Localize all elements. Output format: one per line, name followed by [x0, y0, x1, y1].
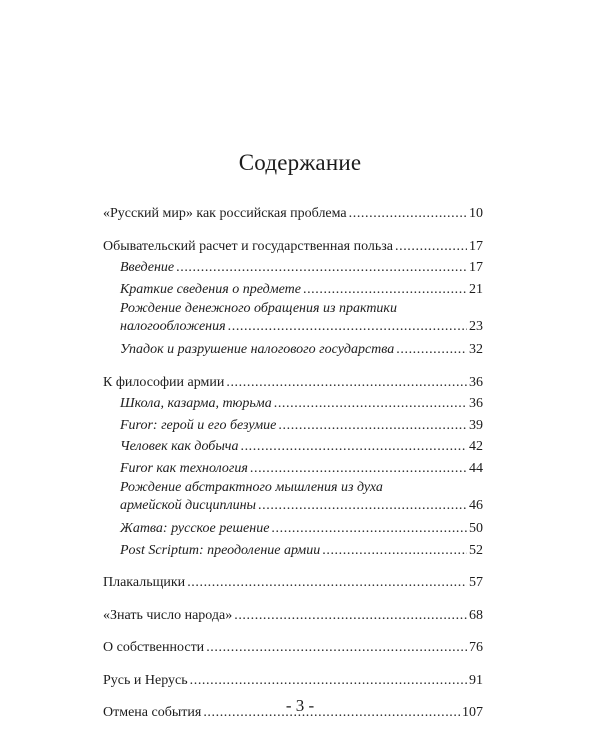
- toc-entry-title: Плакальщики: [103, 575, 186, 590]
- toc-entry-title: К философии армии: [103, 374, 225, 390]
- toc-subentry-page: 32: [469, 342, 483, 357]
- toc-entry[interactable]: [103, 637, 483, 659]
- toc-subentry[interactable]: [103, 393, 483, 415]
- toc-subentry[interactable]: [103, 436, 483, 458]
- toc-entry-page: 57: [469, 575, 483, 590]
- dot-leader: [396, 339, 467, 361]
- toc-entry[interactable]: [103, 372, 483, 394]
- toc-entry-page: 91: [469, 672, 483, 688]
- page-number: - 3 -: [285, 696, 315, 715]
- toc-entry-title: «Русский мир» как российская проблема: [103, 206, 347, 221]
- toc-subentry-page: 17: [469, 260, 483, 275]
- dot-leader: [206, 637, 467, 659]
- toc-entry[interactable]: [103, 605, 483, 627]
- toc-section-tax-state: [103, 236, 483, 361]
- toc-entry[interactable]: [103, 670, 483, 692]
- dot-leader: [176, 257, 467, 279]
- dot-leader: [271, 518, 467, 540]
- dot-leader: [250, 458, 467, 480]
- table-of-contents: [103, 203, 483, 735]
- toc-subentry[interactable]: [103, 540, 483, 562]
- toc-subentry-title-line1: Рождение денежного обращения из практики: [120, 301, 397, 316]
- dot-leader: [234, 605, 467, 627]
- page-title: Содержание: [238, 150, 362, 175]
- toc-entry-page: 107: [462, 705, 483, 720]
- toc-subentry[interactable]: [103, 339, 483, 361]
- toc-entry[interactable]: [103, 236, 483, 258]
- toc-subentry[interactable]: [103, 300, 483, 336]
- dot-leader: [190, 670, 467, 692]
- toc-section-mourners: [103, 572, 483, 594]
- toc-entry-page: 68: [469, 607, 483, 623]
- toc-subentry-title: Post Scriptum: преодоление армии: [120, 542, 321, 558]
- dot-leader: [274, 393, 467, 415]
- dot-leader: [240, 436, 467, 458]
- toc-section-know-people: [103, 605, 483, 627]
- dot-leader: [226, 372, 467, 394]
- toc-subentry-title: Furor: герой и его безумие: [120, 417, 277, 433]
- toc-subentry[interactable]: [103, 415, 483, 437]
- toc-entry-page: 10: [469, 206, 483, 221]
- toc-subentry-title-line1: Рождение абстрактного мышления из духа: [120, 480, 383, 495]
- toc-subentry-page: 46: [469, 498, 483, 513]
- dot-leader: [395, 236, 467, 258]
- toc-subentry-page: 50: [469, 521, 483, 536]
- toc-entry-title: Отмена события: [103, 705, 202, 720]
- toc-entry-title: Обывательский расчет и государственная польза: [103, 238, 393, 254]
- toc-subentry-title: Упадок и разрушение налогового государства: [120, 342, 395, 357]
- toc-subentry-page: 36: [469, 396, 483, 411]
- toc-subentry[interactable]: [103, 279, 483, 301]
- toc-subentry-title: Жатва: русское решение: [120, 521, 270, 536]
- toc-subentry-page: 39: [469, 417, 483, 433]
- toc-subentry-page: 52: [469, 542, 483, 558]
- toc-subentry-title-line2: армейской дисциплины: [120, 498, 257, 513]
- toc-subentry-title-line2: налогообложения: [120, 319, 226, 334]
- toc-subentry-page: 21: [469, 281, 483, 297]
- toc-section-army-philosophy: [103, 372, 483, 562]
- toc-entry[interactable]: [103, 203, 483, 225]
- toc-subentry-page: 44: [469, 460, 483, 476]
- toc-subentry-page: 23: [469, 319, 483, 334]
- dot-leader: [228, 318, 467, 336]
- dot-leader: [187, 572, 467, 594]
- toc-section-property: [103, 637, 483, 659]
- dot-leader: [349, 203, 467, 225]
- toc-section-rus: [103, 670, 483, 692]
- toc-entry-page: 76: [469, 640, 483, 655]
- toc-subentry-title: Введение: [120, 260, 175, 275]
- toc-section-russian-world: [103, 203, 483, 225]
- toc-entry[interactable]: [103, 572, 483, 594]
- toc-subentry-title: Человек как добыча: [120, 439, 239, 454]
- toc-subentry-title: Школа, казарма, тюрьма: [120, 396, 272, 411]
- toc-entry-title: Русь и Нерусь: [103, 672, 188, 688]
- toc-subentry[interactable]: [103, 257, 483, 279]
- toc-entry-title: «Знать число народа»: [103, 607, 233, 623]
- toc-entry-page: 17: [469, 238, 483, 254]
- toc-entry-page: 36: [469, 374, 483, 390]
- toc-subentry-title: Furor как технология: [120, 460, 248, 476]
- toc-subentry[interactable]: [103, 458, 483, 480]
- toc-subentry[interactable]: [103, 518, 483, 540]
- dot-leader: [303, 279, 467, 301]
- toc-subentry-title: Краткие сведения о предмете: [120, 281, 301, 297]
- toc-subentry-page: 42: [469, 439, 483, 454]
- dot-leader: [322, 540, 467, 562]
- toc-entry-title: О собственности: [103, 640, 205, 655]
- dot-leader: [258, 497, 467, 515]
- toc-subentry[interactable]: [103, 479, 483, 515]
- dot-leader: [278, 415, 467, 437]
